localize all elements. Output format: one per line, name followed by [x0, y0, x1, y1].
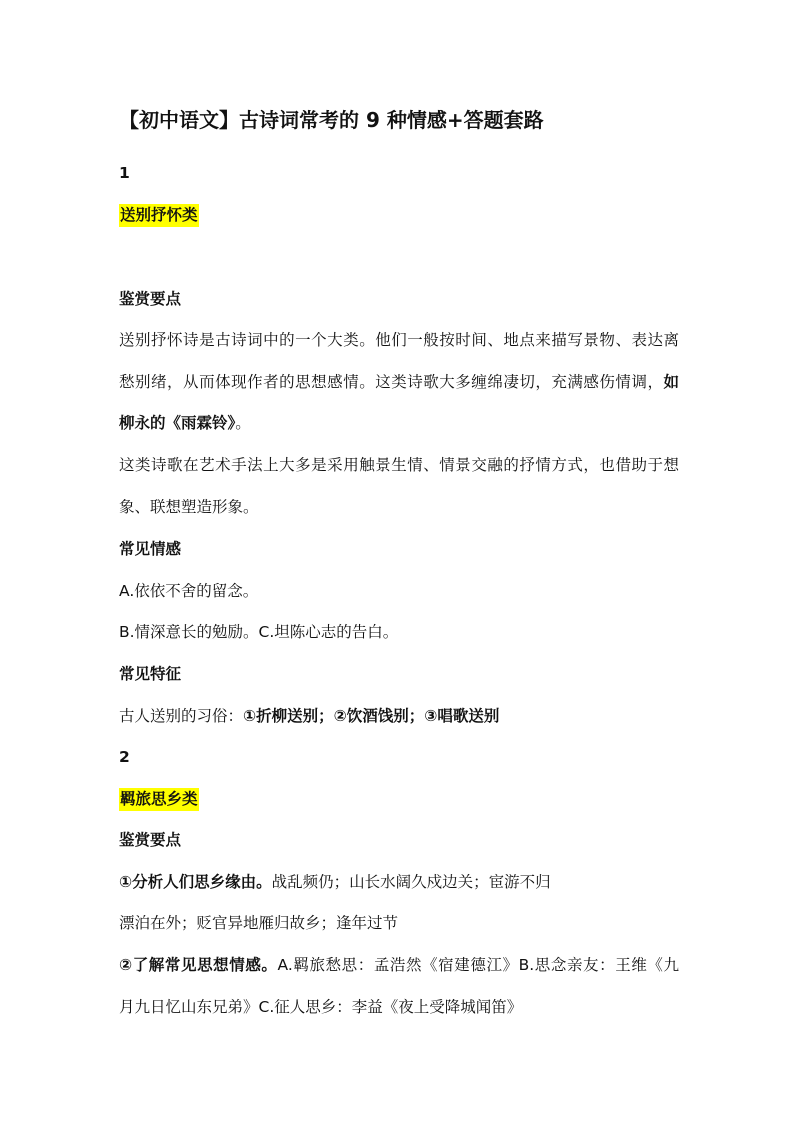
paragraph-2-line-1: 这类诗歌在艺术手法上大多是采用触景生情、情景交融的抒情方式，也借助于想: [119, 456, 679, 474]
features-list: ①折柳送别；②饮酒饯别；③唱歌送别: [243, 707, 500, 725]
paragraph-1-line-2-bold: 如: [663, 373, 679, 391]
section-heading-1-row: [119, 204, 679, 226]
paragraph-1-line-3-end: 。: [235, 414, 251, 432]
paragraph-1-line-2: [119, 371, 679, 393]
item-2-text: A.羁旅愁思：孟浩然《宿建德江》B.思念亲友：王维《九: [277, 956, 680, 974]
item-1-bold: ①分析人们思乡缘由。: [119, 873, 272, 891]
item-2-line-1: [119, 954, 679, 976]
paragraph-2-line-2: 象、联想塑造形象。: [119, 498, 259, 516]
features-line: [119, 705, 679, 727]
emotions-label-1: 常见情感: [119, 540, 182, 558]
paragraph-1-line-3: [119, 412, 679, 434]
page-title: 【初中语文】古诗词常考的 9 种情感+答题套路: [119, 108, 544, 132]
item-1-line-1: [119, 871, 679, 893]
section-heading-1: 送别抒怀类: [119, 204, 199, 227]
features-label-1: 常见特征: [119, 665, 182, 683]
item-2-bold: ②了解常见思想情感。: [119, 956, 278, 974]
features-prefix: 古人送别的习俗：: [119, 707, 244, 725]
section-number-2: 2: [119, 748, 130, 766]
section-heading-2-row: [119, 788, 679, 810]
section-heading-2: 羁旅思乡类: [119, 788, 199, 811]
paragraph-1-line-2-text: 愁别绪，从而体现作者的思想感情。这类诗歌大多缠绵凄切，充满感伤情调，: [119, 373, 664, 391]
appreciation-label-2: 鉴赏要点: [119, 831, 182, 849]
section-number-1: 1: [119, 164, 130, 182]
appreciation-label-1: 鉴赏要点: [119, 290, 182, 308]
emotion-a: A.依依不舍的留念。: [119, 582, 259, 600]
paragraph-1-line-1: 送别抒怀诗是古诗词中的一个大类。他们一般按时间、地点来描写景物、表达离: [119, 331, 679, 349]
paragraph-1-line-3-bold: 柳永的《雨霖铃》: [119, 414, 236, 432]
emotion-bc: B.情深意长的勉励。C.坦陈心志的告白。: [119, 623, 399, 641]
item-1-text: 战乱频仍；山长水阔久戍边关；宦游不归: [271, 873, 551, 891]
item-2-line-2: 月九日忆山东兄弟》C.征人思乡：李益《夜上受降城闻笛》: [119, 998, 523, 1016]
item-1-line-2: 漂泊在外；贬官异地雁归故乡；逢年过节: [119, 914, 399, 932]
